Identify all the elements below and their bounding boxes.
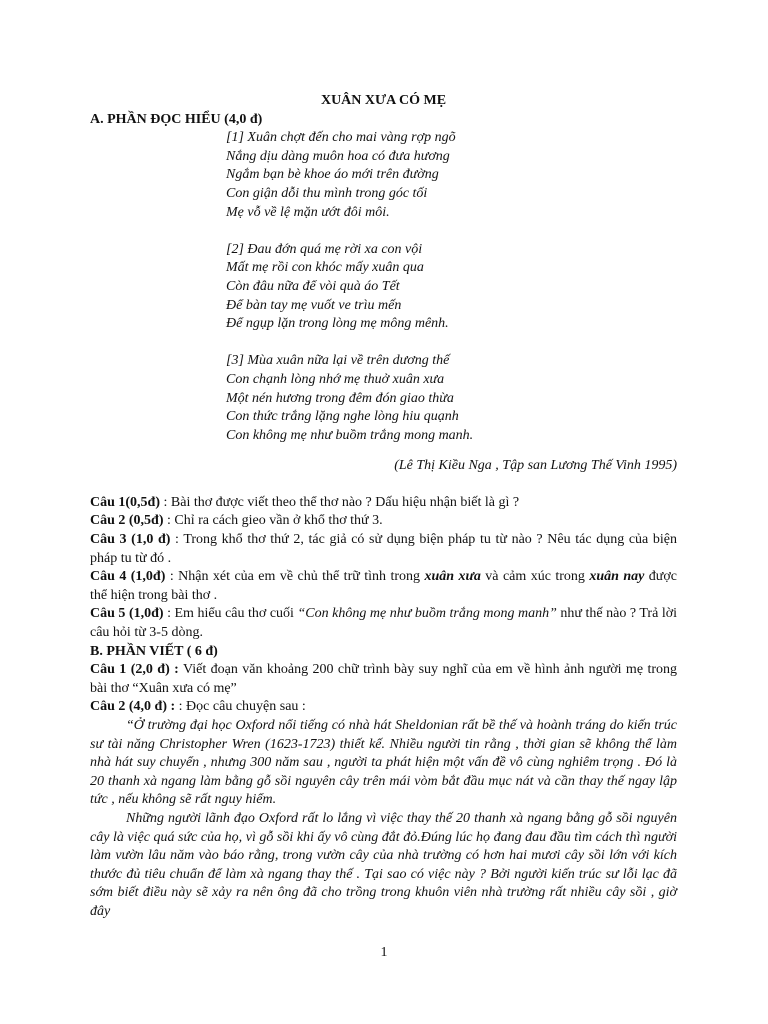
- question-2: [90, 512, 677, 531]
- question-3: [90, 531, 677, 568]
- poem-source: (Lê Thị Kiều Nga , Tập san Lương Thế Vinh 1995): [394, 458, 677, 474]
- poem-line: Con chạnh lòng nhớ mẹ thuở xuân xưa: [226, 371, 445, 387]
- writing-task-2-text: : Đọc câu chuyện sau :: [175, 699, 306, 715]
- poem-stanza-2: [226, 241, 677, 334]
- question-1: [90, 494, 677, 513]
- poem-line: Để ngụp lặn trong lòng mẹ mông mênh.: [226, 316, 449, 332]
- poem-line: [3] Mùa xuân nữa lại về trên dương thế: [226, 353, 450, 369]
- poem-line: Ngắm bạn bè khoe áo mới trên đường: [226, 167, 439, 183]
- poem-line: [1] Xuân chợt đến cho mai vàng rợp ngõ: [226, 130, 456, 146]
- story-paragraph-1: “Ở trường đại học Oxford nổi tiếng có nhà hát Sheldonian rất bề thế và hoành tráng do kiến trúc sư tài năng Christopher Wren (1623-1723) thiết kế. Nhiều người tin rằng , thời gian sẽ không thể làm nhà hát suy chuyển , nhưng 300 năm sau , người ta phát hiện một vấn đề vô cùng nghiêm trọng . Đó là 20 thanh xà ngang làm bằng gỗ sồi nguyên cây trên mái vòm bắt đầu mục nát và cần thay thế ngay lập tức , nếu không sẽ rất nguy hiểm.: [90, 718, 677, 808]
- page-number: 1: [380, 945, 388, 960]
- question-5-label: Câu 5 (1,0đ): [90, 606, 164, 622]
- poem-line: Nắng dịu dàng muôn hoa có đưa hương: [226, 148, 450, 164]
- poem-line: Con không mẹ như buồm trắng mong manh.: [226, 427, 474, 443]
- poem-line: Một nén hương trong đêm đón giao thừa: [226, 390, 454, 406]
- question-4-text-c: được thể hiện trong bài thơ .: [90, 569, 678, 603]
- document-title: XUÂN XƯA CÓ MẸ: [320, 93, 447, 108]
- question-5-text-b: như thế nào ? Trả lời câu hỏi từ 3-5 dòng.: [90, 606, 678, 641]
- question-4-text-a: : Nhận xét của em về chủ thể trữ tình trong: [165, 569, 425, 585]
- question-4-emphasis-a: xuân xưa: [424, 569, 481, 585]
- writing-task-1-label: Câu 1 (2,0 đ) :: [90, 662, 179, 678]
- question-2-label: Câu 2 (0,5đ): [90, 513, 164, 529]
- writing-task-1: [90, 661, 677, 698]
- question-5: [90, 605, 677, 642]
- question-3-text: : Trong khổ thơ thứ 2, tác giả có sử dụng biện pháp tu từ nào ? Nêu tác dụng của biện pháp tu từ đó .: [90, 532, 677, 566]
- writing-task-2: [90, 698, 677, 717]
- question-4-emphasis-b: xuân nay: [589, 569, 645, 585]
- section-a-heading: A. PHẦN ĐỌC HIỂU (4,0 đ): [90, 111, 263, 127]
- question-4-text-b: và cảm xúc trong: [480, 569, 590, 585]
- poem-line: [2] Đau đớn quá mẹ rời xa con vội: [226, 241, 423, 257]
- question-1-label: Câu 1(0,5đ): [90, 494, 161, 510]
- writing-task-1-text: Viết đoạn văn khoảng 200 chữ trình bày suy nghĩ của em về hình ảnh người mẹ trong bài thơ “Xuân xưa có mẹ”: [90, 662, 677, 696]
- question-5-text-a: : Em hiểu câu thơ cuối: [163, 606, 298, 622]
- question-1-text: : Bài thơ được viết theo thể thơ nào ? Dấu hiệu nhận biết là gì ?: [160, 494, 520, 510]
- poem-line: Con thức trắng lặng nghe lòng hiu quạnh: [226, 409, 459, 425]
- poem-line: Con giận dỗi thu mình trong góc tối: [226, 185, 428, 201]
- question-3-label: Câu 3 (1,0 đ): [90, 532, 171, 548]
- poem-stanza-3: [226, 352, 677, 445]
- question-5-quote: “Con không mẹ như buồm trắng mong manh”: [297, 606, 557, 622]
- question-2-text: : Chỉ ra cách gieo vần ở khổ thơ thứ 3.: [163, 513, 383, 529]
- section-b-heading: B. PHẦN VIẾT ( 6 đ): [90, 643, 218, 659]
- poem-line: Để bàn tay mẹ vuốt ve trìu mến: [226, 297, 402, 313]
- story-paragraph-2: Những người lãnh đạo Oxford rất lo lắng vì việc thay thế 20 thanh xà ngang bằng gỗ sồi nguyên cây là việc quá sức của họ, vì gỗ sồi khi ấy vô cùng đắt đỏ.Đúng lúc họ đang đau đầu tìm cách thì người làm vườn lâu năm vào báo rằng, trong vườn cây của nhà trường có hơn hai mươi cây sồi lớn với kích thước đủ tiêu chuẩn để làm xà ngang thay thế . Tại sao có việc này ? Bởi người kiến trúc sư lỗi lạc đã sớm biết điều này sẽ xảy ra nên ông đã cho trồng trong khuôn viên nhà trường rất nhiều cây sồi , giờ đây: [90, 810, 677, 919]
- writing-task-2-label: Câu 2 (4,0 đ) :: [90, 699, 176, 715]
- question-4: [90, 568, 677, 605]
- poem-stanza-1: [226, 129, 677, 222]
- poem: [226, 129, 677, 445]
- poem-line: Mẹ vỗ về lệ mặn ướt đôi môi.: [226, 204, 390, 220]
- poem-line: Mất mẹ rồi con khóc mấy xuân qua: [226, 260, 424, 276]
- poem-line: Còn đâu nữa để vòi quà áo Tết: [226, 278, 400, 294]
- question-4-label: Câu 4 (1,0đ): [90, 569, 166, 585]
- document-page: [90, 92, 677, 922]
